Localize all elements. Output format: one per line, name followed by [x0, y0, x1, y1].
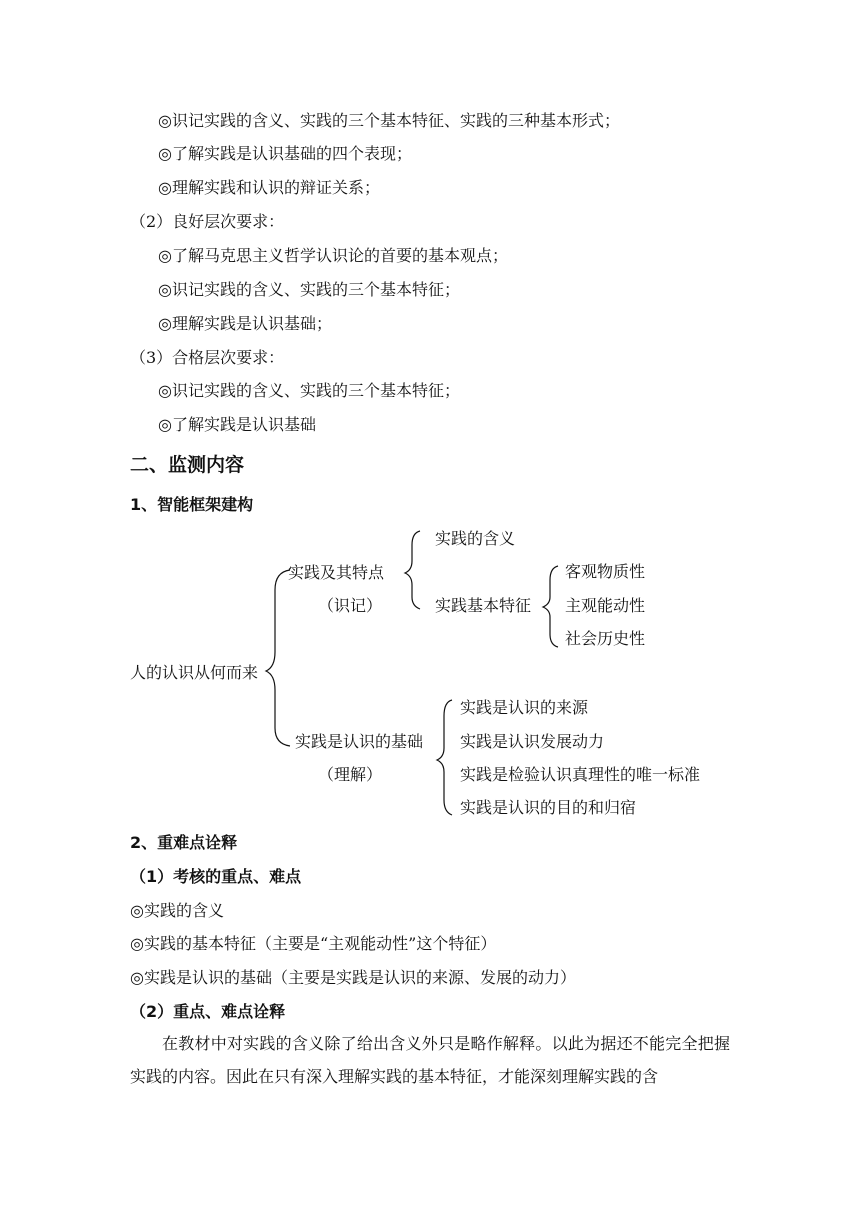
objective-item: ◎了解实践是认识基础的四个表现； — [158, 144, 412, 163]
branch2-note: （理解） — [318, 765, 383, 784]
explanation-paragraph: 在教材中对实践的含义除了给出含义外只是略作解释。以此为据还不能完全把握实践的内容。因此在只有深入理解实践的基本特征，才能深刻理解实践的含 — [130, 1034, 730, 1086]
good-level-heading: （2）良好层次要求： — [130, 212, 285, 231]
branch1-child: 实践基本特征 — [435, 596, 532, 615]
explanation-heading: （2）重点、难点诠释 — [130, 1002, 286, 1021]
objective-item: ◎识记实践的含义、实践的三个基本特征、实践的三种基本形式； — [158, 111, 620, 130]
subsection-title: 1、智能框架建构 — [130, 495, 254, 514]
objective-item: ◎了解实践是认识基础 — [158, 415, 316, 434]
subsection-title: 2、重难点诠释 — [130, 833, 238, 852]
framework-root: 人的认识从何而来 — [130, 663, 259, 682]
branch1-child: 实践的含义 — [435, 529, 516, 548]
key-point-item: ◎实践是认识的基础（主要是实践是认识的来源、发展的动力） — [130, 968, 576, 987]
branch1-note: （识记） — [318, 596, 383, 615]
branch1-brace — [405, 531, 420, 609]
branch2-child: 实践是检验认识真理性的唯一标准 — [460, 765, 701, 784]
objective-item: ◎理解实践和认识的辩证关系； — [158, 178, 380, 197]
key-point-item: ◎实践的含义 — [130, 901, 224, 920]
branch2-label: 实践是认识的基础 — [295, 732, 424, 751]
objective-item: ◎识记实践的含义、实践的三个基本特征； — [158, 381, 460, 400]
main-brace — [266, 570, 290, 746]
key-points-heading: （1）考核的重点、难点 — [130, 867, 302, 886]
objective-item: ◎识记实践的含义、实践的三个基本特征； — [158, 280, 460, 299]
key-point-item: ◎实践的基本特征（主要是“主观能动性”这个特征） — [130, 934, 497, 953]
pass-level-heading: （3）合格层次要求： — [130, 348, 285, 367]
objective-item: ◎了解马克思主义哲学认识论的首要的基本观点； — [158, 246, 508, 265]
objective-item: ◎理解实践是认识基础； — [158, 314, 332, 333]
branch2-child: 实践是认识的来源 — [460, 698, 589, 717]
feature-item: 社会历史性 — [565, 629, 646, 648]
branch2-brace — [437, 700, 452, 815]
branch2-child: 实践是认识的目的和归宿 — [460, 798, 637, 817]
features-brace — [543, 566, 558, 647]
branch2-child: 实践是认识发展动力 — [460, 732, 605, 751]
section-title: 二、监测内容 — [130, 454, 245, 476]
branch1-label: 实践及其特点 — [288, 563, 385, 582]
feature-item: 客观物质性 — [565, 562, 646, 581]
feature-item: 主观能动性 — [565, 596, 646, 615]
